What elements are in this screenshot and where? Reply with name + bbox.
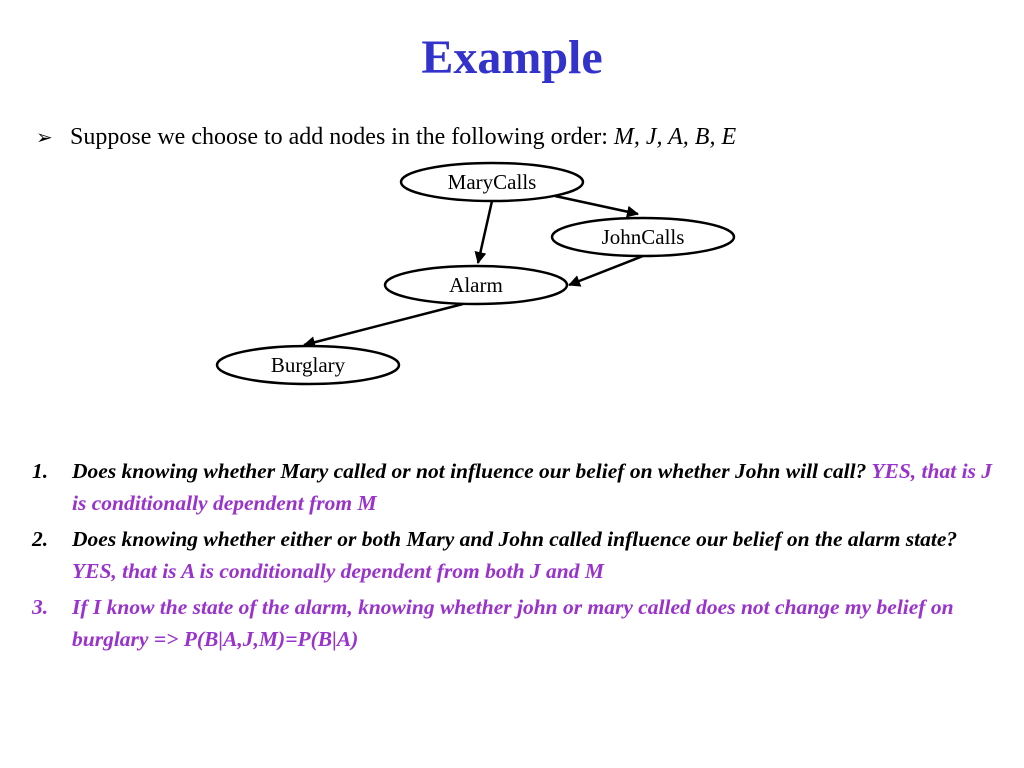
- question-number: 1.: [32, 459, 49, 483]
- answer-text: YES, that is J is conditionally dependent from M: [72, 459, 993, 515]
- question-item: [32, 591, 1000, 655]
- question-item: [32, 523, 1000, 587]
- edge-alarm-burglary: [304, 304, 463, 345]
- question-list: [32, 455, 1000, 659]
- question-text: Does knowing whether either or both Mary and John called influence our belief on the alarm state?: [72, 527, 958, 551]
- node-alarm: [385, 266, 567, 304]
- bullet-text: Suppose we choose to add nodes in the following order:: [70, 124, 614, 150]
- question-number: 2.: [32, 527, 49, 551]
- node-label: Alarm: [449, 273, 503, 297]
- node-burglary: [217, 346, 399, 384]
- edge-marycalls-johncalls: [555, 196, 638, 214]
- node-johncalls: [552, 218, 734, 256]
- slide-title: Example: [421, 31, 603, 84]
- node-label: Burglary: [270, 353, 346, 377]
- edge-johncalls-alarm: [569, 256, 643, 285]
- answer-text: If I know the state of the alarm, knowing whether john or mary called does not change my belief on burglary => P(B|A,J,M)=P(B|A): [72, 595, 954, 651]
- question-number: 3.: [32, 595, 49, 619]
- arrow-bullet-icon: ➢: [36, 127, 53, 149]
- node-label: MaryCalls: [447, 170, 537, 194]
- node-marycalls: [401, 163, 583, 201]
- question-text: Does knowing whether Mary called or not influence our belief on whether John will call?: [72, 459, 872, 483]
- node-order: M, J, A, B, E: [613, 124, 737, 150]
- edge-marycalls-alarm: [478, 201, 492, 263]
- node-label: JohnCalls: [601, 225, 685, 249]
- answer-text: YES, that is A is conditionally dependent from both J and M: [72, 559, 605, 583]
- question-item: [32, 455, 1000, 519]
